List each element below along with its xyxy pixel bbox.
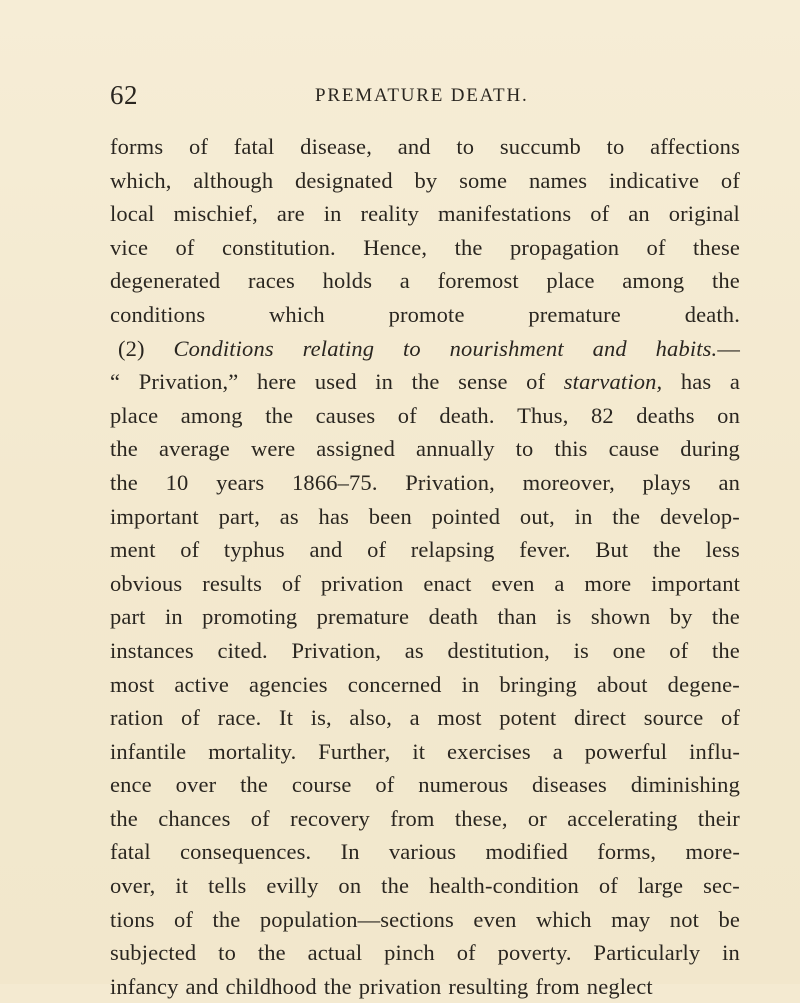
text-line: conditions which promote premature death.: [110, 301, 740, 327]
text-line: obvious results of privation enact even a more important: [110, 570, 740, 596]
text-line: which, although designated by some names indicative of: [110, 167, 740, 193]
text-line: the 10 years 1866–75. Privation, moreover, plays an: [110, 469, 740, 495]
text-line: most active agencies concerned in bringing about degene-: [110, 671, 740, 697]
page-header: [110, 80, 730, 120]
body-text: [110, 130, 740, 1003]
running-head: PREMATURE DEATH.: [315, 85, 529, 106]
text-line: subjected to the actual pinch of poverty. Particularly in: [110, 940, 740, 966]
text-line: over, it tells evilly on the health-condition of large sec-: [110, 873, 740, 899]
text-line: important part, as has been pointed out, in the develop-: [110, 503, 740, 529]
text-line: infantile mortality. Further, it exercises a powerful influ-: [110, 738, 740, 764]
text-line: local mischief, are in reality manifestations of an original: [110, 201, 740, 227]
text-line: fatal consequences. In various modified forms, more-: [110, 839, 740, 865]
text-line: degenerated races holds a foremost place among the: [110, 268, 740, 294]
text-line: instances cited. Privation, as destitution, is one of the: [110, 637, 740, 663]
text-line: ration of race. It is, also, a most potent direct source of: [110, 705, 740, 731]
text-line: the average were assigned annually to this cause during: [110, 436, 740, 462]
page-number: 62: [110, 80, 138, 110]
text-line: forms of fatal disease, and to succumb to affections: [110, 134, 740, 159]
text-line: ment of typhus and of relapsing fever. But the less: [110, 537, 740, 563]
text-line: (2) Conditions relating to nourishment and habits.—: [118, 335, 740, 361]
text-line: place among the causes of death. Thus, 82 deaths on: [110, 402, 740, 428]
text-line: part in promoting premature death than is shown by the: [110, 604, 740, 630]
text-line: ence over the course of numerous diseases diminishing: [110, 772, 740, 798]
text-line: “ Privation,” here used in the sense of starvation, has a: [110, 369, 740, 395]
text-line: vice of constitution. Hence, the propagation of these: [110, 234, 740, 260]
text-line: infancy and childhood the privation resulting from neglect: [110, 973, 653, 999]
text-line: tions of the population—sections even which may not be: [110, 906, 740, 932]
text-line: the chances of recovery from these, or accelerating their: [110, 805, 740, 831]
